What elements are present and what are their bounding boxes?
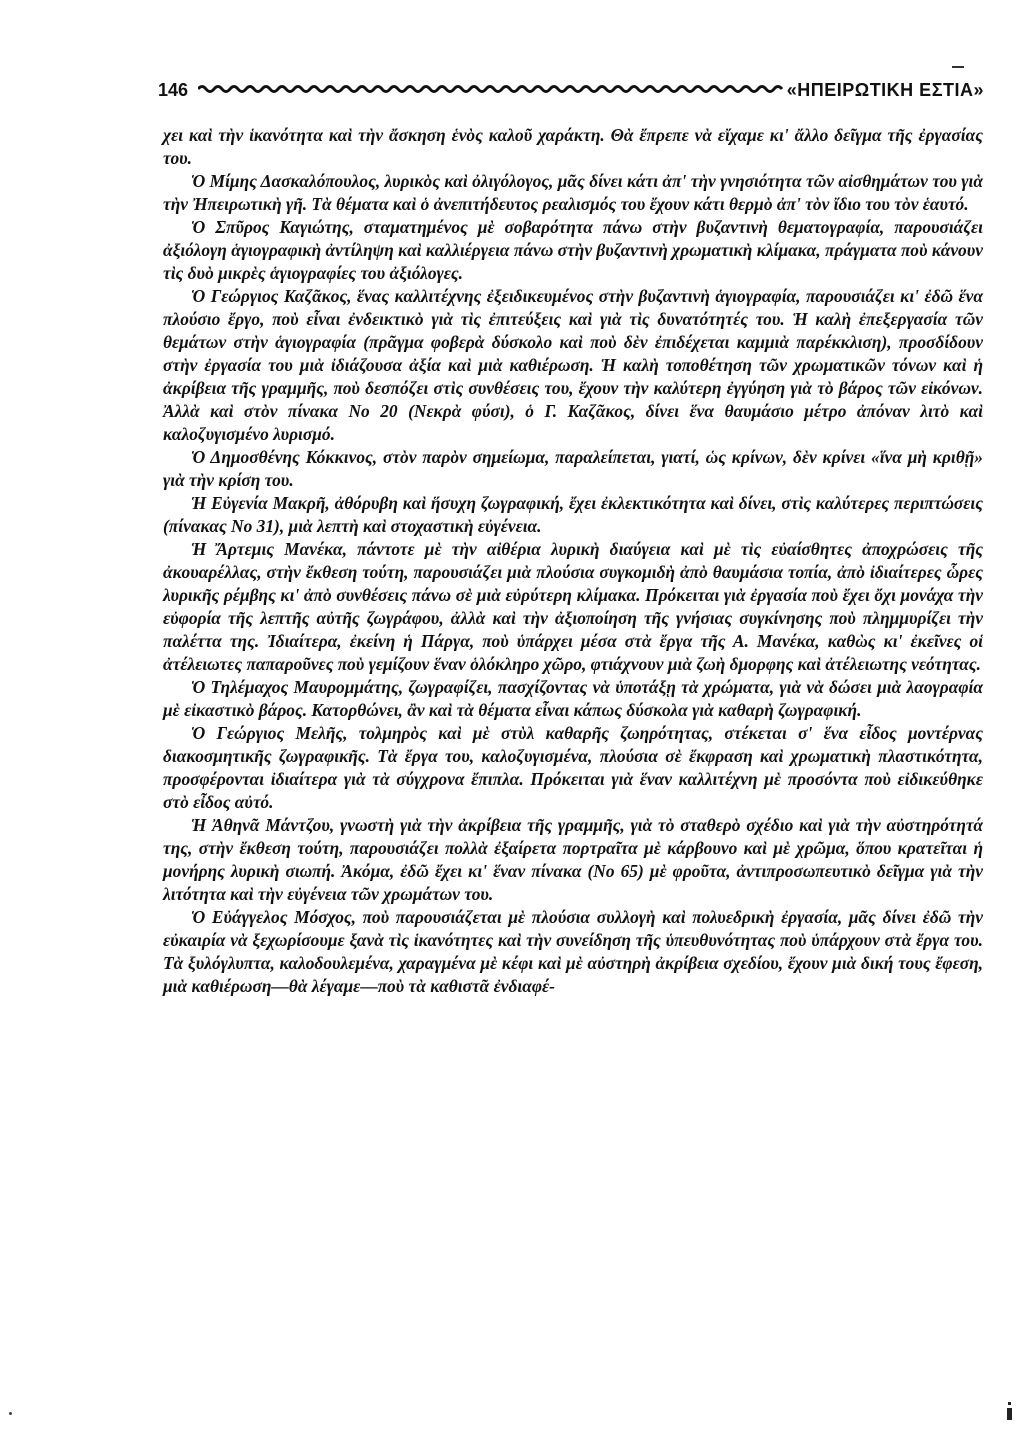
article-body xyxy=(163,124,983,998)
paragraph: χει καὶ τὴν ἱκανότητα καὶ τὴν ἄσκηση ἑνὸς καλοῦ χαράκτη. Θὰ ἔπρεπε νὰ εἴχαμε κι' ἄλλο δεῖγμα τῆς ἐργασίας του. xyxy=(163,125,983,168)
paragraph: Ὁ Εὐάγγελος Μόσχος, ποὺ παρουσιάζεται μὲ πλούσια συλλογὴ καὶ πολυεδρικὴ ἐργασία, μᾶς δίνει ἐδῶ τὴν εὐκαιρία νὰ ξεχωρίσουμε ξανὰ τὶς ἱκανότητες καὶ τὴν συνείδηση τῆς ὑπευθυνότητας ποὺ ὑπάρχουν στὰ ἔργα του. Τὰ ξυλόγλυπτα, καλοδουλεμένα, χαραγμένα μὲ κέφι καὶ μὲ αὐστηρὴ ἀκρίβεια σχεδίου, ἔχουν μιὰ δική τους ἔφεση, μιὰ καθιέρωση—θὰ λέγαμε—ποὺ τὰ καθιστᾶ ἐνδιαφέ- xyxy=(163,907,983,996)
paragraph: Ἡ Εὐγενία Μακρῆ, ἀθόρυβη καὶ ἥσυχη ζωγραφική, ἔχει ἐκλεκτικότητα καὶ δίνει, στὶς καλύτερες περιπτώσεις (πίνακας Νο 31), μιὰ λεπτὴ καὶ στοχαστικὴ εὐγένεια. xyxy=(163,493,983,536)
paragraph: Ἡ Ἄρτεμις Μανέκα, πάντοτε μὲ τὴν αἰθέρια λυρικὴ διαύγεια καὶ μὲ τὶς εὐαίσθητες ἀποχρώσεις τῆς ἀκουαρέλλας, στὴν ἔκθεση τούτη, παρουσιάζει μιὰ πλούσια συγκομιδὴ ἀπὸ θαυμάσια τοπία, ἀπὸ ἰδιαίτερες ὧρες λυρικῆς ρέμβης κι' ἀπὸ συνθέσεις πάνω σὲ μιὰ εὐρύτερη κλίμακα. Πρόκειται γιὰ ἐργασία ποὺ ἔχει ὄχι μονάχα τὴν εὐφορία τῆς λεπτῆς αὐτῆς ζωγράφου, ἀλλὰ καὶ τὴν ἀξιοποίηση τῆς γνήσιας συγκίνησης ποὺ πλημμυρίζει τὴν παλέττα της. Ἰδιαίτερα, ἐκείνη ἡ Πάργα, ποὺ ὑπάρχει μέσα στὰ ἔργα τῆς Α. Μανέκα, καθὼς κι' ἐκεῖνες οἱ ἀτέλειωτες παπαροῦνες ποὺ γεμίζουν ἕναν ὁλόκληρο χῶρο, φτιάχνουν μιὰ ζωὴ δμορφης καὶ ἀτέλειωτης νεότητας. xyxy=(163,539,983,674)
scan-corner-mark xyxy=(1006,1402,1014,1420)
paragraph: Ὁ Σπῦρος Καγιώτης, σταματημένος μὲ σοβαρότητα πάνω στὴν βυζαντινὴ θεματογραφία, παρουσιάζει ἀξιόλογη ἁγιογραφικὴ ἀντίληψη καὶ καλλιέργεια πάνω στὴν βυζαντινὴ χρωματικὴ κλίμακα, πράγματα ποὺ κάνουν τὶς δυὸ μικρὲς ἁγιογραφίες του ἀξιόλογες. xyxy=(163,217,983,283)
paragraph: Ὁ Γεώργιος Καζᾶκος, ἕνας καλλιτέχνης ἐξειδικευμένος στὴν βυζαντινὴ ἁγιογραφία, παρουσιάζει κι' ἐδῶ ἕνα πλούσιο ἔργο, ποὺ εἶναι ἐνδεικτικὸ γιὰ τὶς ἐπιτεύξεις καὶ γιὰ τὶς δυνατότητές του. Ἡ καλὴ ἐπεξεργασία τῶν θεμάτων στὴν ἁγιογραφία (πρᾶγμα φοβερὰ δύσκολο καὶ ποὺ δὲν ἐπιδέχεται καμμιὰ παρέκκλιση), προσδίδουν στὴν ἐργασία του μιὰ ἰδιάζουσα ἀξία καὶ μιὰ καθιέρωση. Ἡ καλὴ τοποθέτηση τῶν χρωματικῶν τόνων καὶ ἡ ἀκρίβεια τῆς γραμμῆς, ποὺ δεσπόζει στὶς συνθέσεις του, ἔχουν τὴν καλύτερη ἐγγύηση γιὰ τὸ βάρος τῶν εἰκόνων. Ἀλλὰ καὶ στὸν πίνακα Νο 20 (Νεκρὰ φύσι), ὁ Γ. Καζᾶκος, δίνει ἕνα θαυμάσιο μέτρο ἀπόναν λιτὸ καὶ καλοζυγισμένο λυρισμό. xyxy=(163,286,983,444)
wavy-rule xyxy=(198,82,784,96)
journal-title: «ΗΠΕΙΡΩΤΙΚΗ ΕΣΤΙΑ» xyxy=(786,80,984,100)
paragraph: Ὁ Μίμης Δασκαλόπουλος, λυρικὸς καὶ ὀλιγόλογος, μᾶς δίνει κάτι ἀπ' τὴν γνησιότητα τῶν αἰσθημάτων του γιὰ τὴν Ἠπειρωτικὴ γῆ. Τὰ θέματα καὶ ὁ ἀνεπιτήδευτος ρεαλισμός του ἔχουν κάτι θερμὸ ἀπ' τὸν ἴδιο του τὸν ἑαυτό. xyxy=(163,171,983,214)
paragraph: Ἡ Ἀθηνᾶ Μάντζου, γνωστὴ γιὰ τὴν ἀκρίβεια τῆς γραμμῆς, γιὰ τὸ σταθερὸ σχέδιο καὶ γιὰ τὴν αὐστηρότητά της, στὴν ἔκθεση τούτη, παρουσιάζει πολλὰ ἐξαίρετα πορτραῖτα μὲ κάρβουνο καὶ μὲ χρῶμα, ὅπου κρατεῖται ἡ μονήρης λυρικὴ σιωπή. Ἀκόμα, ἐδῶ ἔχει κι' ἕναν πίνακα (Νο 65) μὲ φροῦτα, ἀντιπροσωπευτικὸ δεῖγμα γιὰ τὴν λιτότητα καὶ τὴν εὐγένεια τῶν χρωμάτων του. xyxy=(163,815,983,904)
running-header xyxy=(158,76,984,106)
page-number: 146 xyxy=(158,80,189,100)
scan-dot xyxy=(9,1412,12,1415)
scan-mark xyxy=(952,66,964,68)
paragraph: Ὁ Δημοσθένης Κόκκινος, στὸν παρὸν σημείωμα, παραλείπεται, γιατί, ὡς κρίνων, δὲν κρίνει «ἵνα μὴ κριθῇ» γιὰ τὴν κρίση του. xyxy=(163,447,983,490)
paragraph: Ὁ Γεώργιος Μελῆς, τολμηρὸς καὶ μὲ στὺλ καθαρῆς ζωηρότητας, στέκεται σ' ἕνα εἶδος μοντέρνας διακοσμητικῆς ζωγραφικῆς. Τὰ ἔργα του, καλοζυγισμένα, πλούσια σὲ ἔκφραση καὶ χρωματικὴ πλαστικότητα, προσφέρονται ἰδιαίτερα γιὰ τὰ σύγχρονα ἔπιπλα. Πρόκειται γιὰ ἕναν καλλιτέχνη μὲ προσόντα ποὺ εἰδικεύθηκε στὸ εἶδος αὐτό. xyxy=(163,723,983,812)
paragraph: Ὁ Τηλέμαχος Μαυρομμάτης, ζωγραφίζει, πασχίζοντας νὰ ὑποτάξῃ τὰ χρώματα, γιὰ νὰ δώσει μιὰ λαογραφία μὲ εἰκαστικὸ βάρος. Κατορθώνει, ἂν καὶ τὰ θέματα εἶναι κάπως δύσκολα γιὰ καθαρὴ ζωγραφική. xyxy=(163,677,983,720)
